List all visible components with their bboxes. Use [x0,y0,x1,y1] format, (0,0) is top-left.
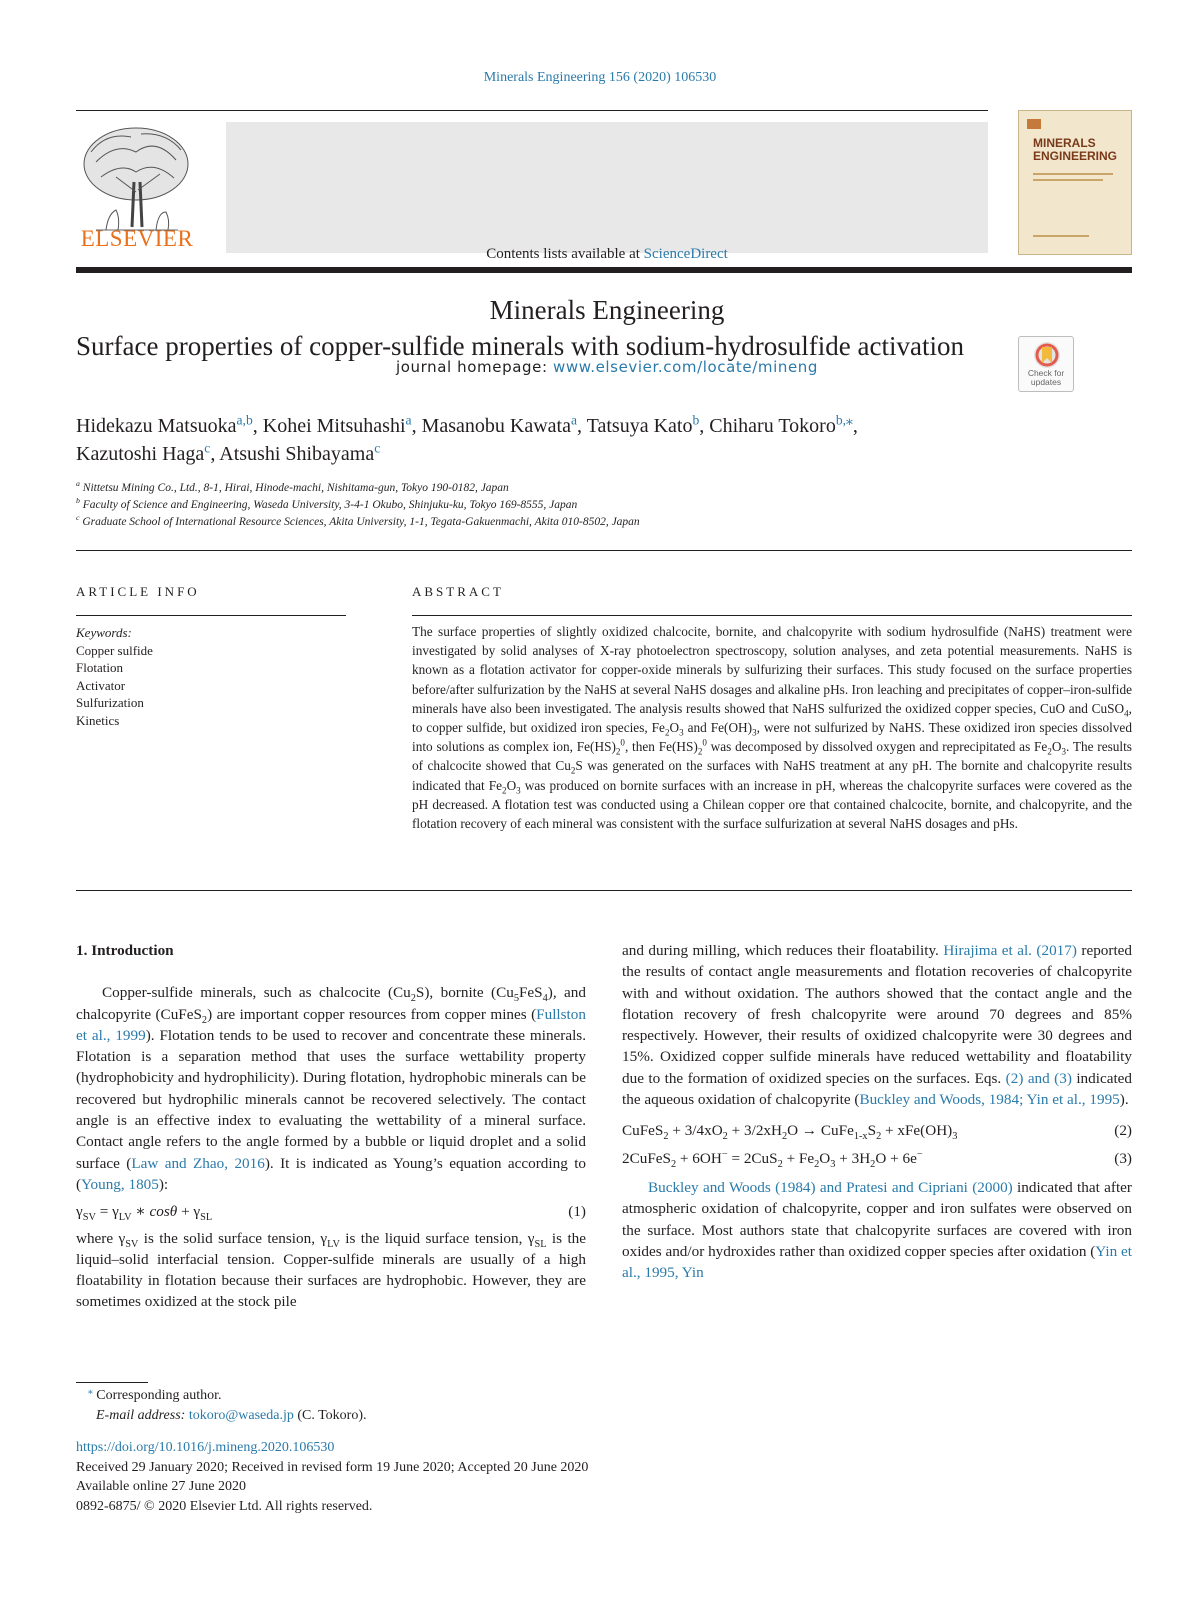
equation-number: (3) [1114,1149,1132,1167]
author-name[interactable]: Hidekazu Matsuoka [76,415,237,437]
header-thick-rule [76,267,1132,273]
check-updates-label: Check for updates [1027,368,1065,387]
publication-info [76,1438,588,1516]
equation-number: (2) [1114,1122,1132,1140]
equation-3 [622,1148,1132,1169]
paragraph: where $\gamma_{SV}$ is the solid surface tension, $\gamma_{LV}$ is the liquid surface tension, $\gamma_{SL}$ is the liquid–solid interfacial tension. Copper-sulfide minerals are usually of a high floatability in flotation because their surfaces are hydrophobic. However, they are sometimes oxidized at the stock pile [76,1229,586,1311]
paragraph: Buckley and Woods (1984) and Pratesi and Cipriani (2000) indicated that after atmospheric oxidation of chalcopyrite, copper and iron sulfates were observed on the surface. Most authors state that chalcopyrite surfaces are covered with iron oxides and/or hydroxides rather than oxidized copper species after oxidation (Yin et al., 1995, Yin [622,1178,1133,1282]
header-rule [76,110,988,111]
cover-line [1033,179,1103,181]
author-name[interactable]: Kazutoshi Haga [76,443,205,465]
email-link[interactable]: tokoro@waseda.jp [188,1408,294,1423]
keyword: Flotation [76,660,123,675]
author-affil[interactable]: b,⁎ [835,412,853,428]
copyright: 0892-6875/ © 2020 Elsevier Ltd. All rights reserved. [76,1498,373,1514]
affiliation: $^c$ Graduate School of International Resource Sciences, Akita University, 1-1, Tegata-Gakuenmachi, Akita 010-8502, Japan [76,513,640,528]
author-name[interactable]: Chiharu Tokoro [709,415,836,437]
article-title: Surface properties of copper-sulfide minerals with sodium-hydrosulfide activation [76,331,964,361]
doi-link[interactable]: https://doi.org/10.1016/j.mineng.2020.106530 [76,1440,335,1455]
journal-citation[interactable]: Minerals Engineering 156 (2020) 106530 [483,70,717,85]
elsevier-logo[interactable] [76,122,198,257]
author-affil[interactable]: a [570,412,578,428]
contents-line: Contents lists available at ScienceDirect [486,246,728,262]
homepage-link[interactable]: www.elsevier.com/locate/mineng [552,358,819,376]
equation-body: $\gamma_{SV} = \gamma_{LV}$ ∗ $\cos\theta + \gamma_{SL}$ [76,1203,213,1224]
keyword: Sulfurization [76,695,144,710]
affiliation: $^b$ Faculty of Science and Engineering, Waseda University, 3-4-1 Okubo, Shinjuku-ku, Tokyo 169-8555, Japan [76,496,578,511]
author-affil[interactable]: c [374,440,381,456]
author-affil[interactable]: b [692,412,700,428]
author-affil[interactable]: c [204,440,211,456]
author-name[interactable]: Tatsuya Kato [586,415,693,437]
online-date: Available online 27 June 2020 [76,1479,247,1495]
email-note: E-mail address: tokoro@waseda.jp (C. Tokoro). [96,1408,367,1423]
equation-link[interactable]: (2) and (3) [1005,1069,1072,1087]
elsevier-wordmark: ELSEVIER [80,226,194,251]
keyword: Kinetics [76,712,120,728]
keywords-label: Keywords: [76,625,132,640]
equation-body: 2CuFeS$_2$ + $6OH^- = 2CuS_2 + Fe_2O_3 + 3H_2O + 6e^-$ [622,1148,923,1170]
paragraph: and during milling, which reduces their floatability. Hirajima et al. (2017) reported the results of contact angle measurements and flotation recoveries of chalcopyrite with and without oxidation. The authors showed that the contact angle and the flotation recovery of fresh chalcopyrite were around 70 degrees and 85% respectively. However, their results of oxidized chalcopyrite were 30 degrees and 15%. Oxidized copper sulfide minerals have reduced wettability and floatability due to the formation of oxidized species on the surfaces. Eqs. (2) and (3) indicated the aqueous oxidation of chalcopyrite (Buckley and Woods, 1984; Yin et al., 1995). [622,942,1133,1109]
section-rule [76,550,1132,551]
abstract-heading: ABSTRACT [412,584,504,599]
bookmark-ribbon-icon [1033,341,1061,369]
cover-title: MINERALS ENGINEERING [1033,136,1118,163]
footnote-rule [76,1382,148,1383]
paragraph: Copper-sulfide minerals, such as chalcocite $(Cu_2S)$, bornite $(Cu_5FeS_4)$, and chalcopyrite (CuFeS$_2$) are important copper resources from copper mines (Fullston et al., 1999). Flotation tends to be used to recover and concentrate these minerals. Flotation is a separation method that uses the surface wettability property (hydrophobicity and hydrophilicity). During flotation, hydrophobic minerals can be recovered but hydrophilic minerals cannot be recovered selectively. The contact angle is an effective index to evaluating the wettability of a mineral surface. Contact angle refers to the angle formed by a bubble or liquid droplet and a solid surface (Law and Zhao, 2016). It is indicated as Young’s equation according to (Young, 1805): [76,984,587,1193]
homepage-line: journal homepage: www.elsevier.com/locate/mineng [395,358,819,376]
reference-link[interactable]: Buckley and Woods (1984) and Pratesi and Cipriani (2000) [648,1178,1013,1196]
keywords-block [76,624,153,729]
cover-line [1033,235,1089,237]
journal-cover[interactable] [1018,110,1132,255]
sciencedirect-link[interactable]: ScienceDirect [643,246,728,262]
reference-link[interactable]: Hirajima et al. (2017) [943,942,1077,959]
affiliation-list [76,480,1096,531]
asterisk-mark: ⁎ [88,1386,93,1397]
info-rule [76,615,346,616]
equation-1 [76,1201,586,1222]
abstract-text: The surface properties of slightly oxidized chalcocite, bornite, and chalcopyrite with sodium hydrosulfide (NaHS) treatment were investigated by solid analyses of X-ray photoelectron spectroscopy, solution analyses, and zeta potential measurements. NaHS is known as a flotation activator for copper-oxide minerals by sulfurizing their surfaces. This study focused on the surface properties before/after sulfurization by the NaHS at several NaHS dosages and alkaline pHs. Iron leaching and precipitates of copper–iron-sulfide minerals have also been investigated. The analysis results showed that NaHS sulfurized the oxidized copper species, CuO and CuSO$_4$, to copper sulfide, but oxidized iron species, $Fe_2O_3$ and $Fe(OH)_3$, were not sulfurized by NaHS. These oxidized iron species dissolved into solutions as complex ion, $Fe(HS)_2^0$, then $Fe(HS)_2^0$ was decomposed by dissolved oxygen and reprecipitated as $Fe_2O_3$. The results of chalcocite showed that $Cu_2S$ was generated on the surfaces with NaHS treatment at any pH. The bornite and chalcopyrite results indicated that $Fe_2O_3$ was produced on bornite surfaces with an increase in pH, whereas the chalcopyrite surfaces were covered as the pH decreased. A flotation test was conducted using a Chilean copper ore that contained chalcocite, bornite, and chalcopyrite, and the flotation recovery of each mineral was consistent with the surface sulfurization at several NaHS dosages and pHs. [412,624,1132,832]
affiliation: $^a$ Nittetsu Mining Co., Ltd., 8-1, Hirai, Hinode-machi, Nishitama-gun, Tokyo 190-0182, Japan [76,479,509,494]
received-dates: Received 29 January 2020; Received in revised form 19 June 2020; Accepted 20 June 2020 [76,1459,589,1475]
author-name[interactable]: Kohei Mitsuhashi [262,415,406,437]
author-name[interactable]: Atsushi Shibayama [219,443,375,465]
abstract-bottom-rule [76,890,1132,891]
keyword: Activator [76,677,126,693]
reference-link[interactable]: Buckley and Woods, 1984; Yin et al., 1995 [859,1091,1120,1109]
abstract-rule [412,615,1132,616]
cover-emblem-icon [1027,119,1041,129]
footnote [76,1386,367,1426]
author-affil[interactable]: a,b [236,412,253,428]
reference-link[interactable]: Yin et al., 1995, Yin [622,1242,1133,1282]
equation-number: (1) [568,1203,586,1221]
journal-name: Minerals Engineering [489,295,725,325]
article-info-heading: ARTICLE INFO [76,584,200,599]
equation-body: CuFeS$_2$ + $3/4xO_2 + 3/2xH_2O$ → $CuFe_{1-x}S_2 + xFe(OH)_3$ [622,1122,958,1143]
section-heading: 1. Introduction [76,942,174,959]
reference-link[interactable]: Fullston et al., 1999 [76,1005,586,1044]
body-left-column [76,940,586,1313]
author-list: Hidekazu Matsuoka$^{a,b}$, Kohei Mitsuhashi$^a$, Masanobu Kawata$^a$, Tatsuya Kato$^b$, Chiharu Tokoro$^{b,⁎}$, Kazutoshi Haga$^c$, Atsushi Shibayama$^c$ [76,412,858,465]
keyword: Copper sulfide [76,642,153,658]
corresponding-note: ⁎ Corresponding author. [88,1386,222,1403]
body-right-column [622,940,1132,1283]
author-name[interactable]: Masanobu Kawata [421,415,571,437]
reference-link[interactable]: Law and Zhao, 2016 [131,1154,265,1172]
reference-link[interactable]: Young, 1805 [81,1175,159,1193]
check-for-updates-button[interactable] [1018,336,1074,392]
author-affil[interactable]: a [405,412,412,428]
equation-2 [622,1120,1132,1141]
cover-line [1033,173,1113,175]
